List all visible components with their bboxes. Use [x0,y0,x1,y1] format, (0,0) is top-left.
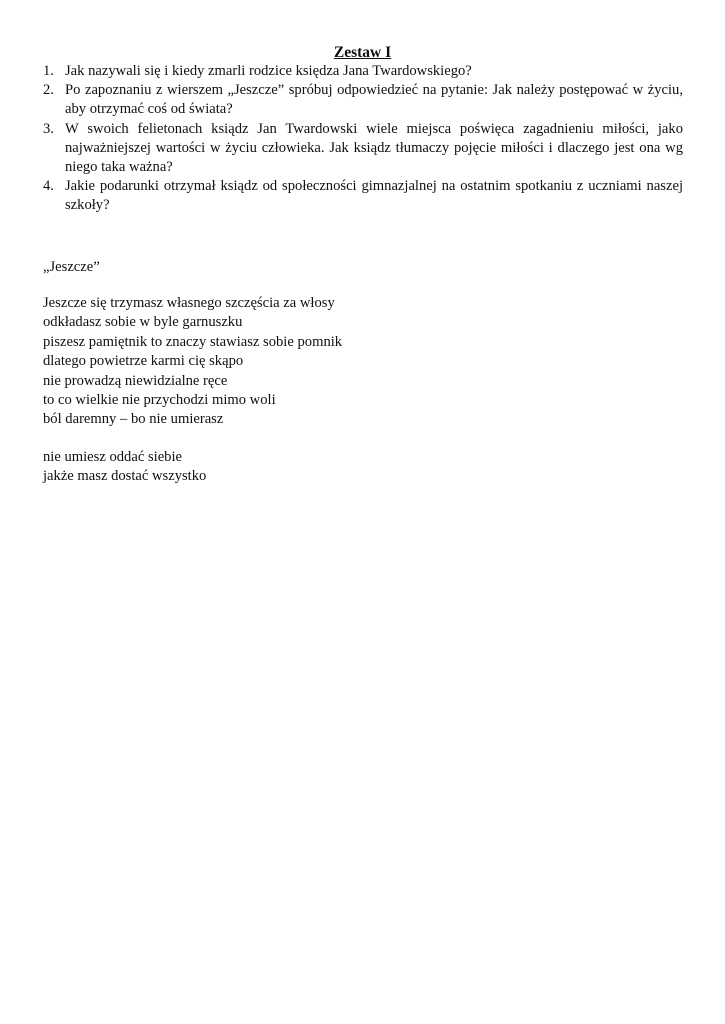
poem-line: dlatego powietrze karmi cię skąpo [43,353,244,370]
question-text: W swoich felietonach ksiądz Jan Twardowski wiele miejsca poświęca zagadnieniu miłości, jako najważniejszej wartości w życiu człowieka. Jak ksiądz tłumaczy pojęcie miłości i dlaczego jest ona wg niego taka ważna? [65,120,683,176]
question-number: 2. [43,82,54,99]
question-item [43,81,683,119]
poem-line: piszesz pamiętnik to znaczy stawiasz sobie pomnik [43,333,343,350]
question-text: Jakie podarunki otrzymał ksiądz od społeczności gimnazjalnej na ostatnim spotkaniu z uczniami naszej szkoły? [65,178,683,214]
question-item [43,120,683,178]
document-title: Zestaw I [333,44,392,61]
poem-line: to co wielkie nie przychodzi mimo woli [43,392,276,409]
question-number: 3. [43,120,54,137]
poem-line: nie umiesz oddać siebie [43,449,182,465]
questions-list [43,62,683,216]
poem-stanza-2 [43,448,683,487]
poem-line: ból daremny – bo nie umierasz [43,411,224,428]
question-item [43,177,683,215]
poem-line: odkładasz sobie w byle garnuszku [43,314,243,331]
poem-line: Jeszcze się trzymasz własnego szczęścia za włosy [43,295,335,311]
question-text: Jak nazywali się i kiedy zmarli rodzice księdza Jana Twardowskiego? [65,63,472,79]
question-text: Po zapoznaniu z wierszem „Jeszcze” spróbuj odpowiedzieć na pytanie: Jak należy postępować w życiu, aby otrzymać coś od świata? [65,82,683,118]
question-item [43,62,683,81]
question-number: 4. [43,178,54,195]
poem-line: jakże masz dostać wszystko [43,468,207,485]
question-number: 1. [43,63,54,79]
poem-title: „Jeszcze” [43,259,100,275]
poem-line: nie prowadzą niewidzialne ręce [43,372,228,389]
poem-stanza-1 [43,294,683,430]
